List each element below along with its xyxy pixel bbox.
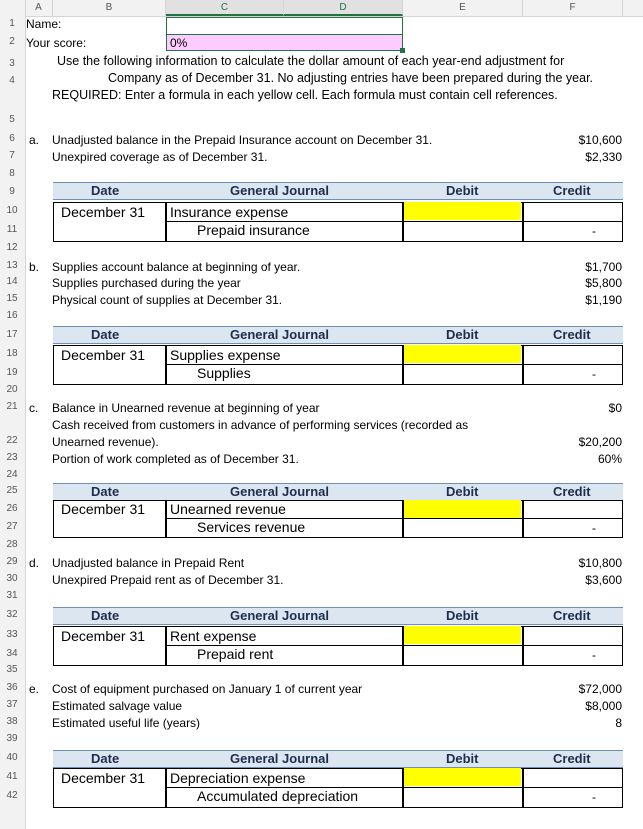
row-header[interactable]: 12	[6, 242, 18, 253]
item-value: $10,800	[578, 556, 622, 570]
date-value: December 31	[61, 770, 146, 786]
item-value: $0	[608, 401, 622, 415]
header-credit: Credit	[553, 608, 591, 623]
instruction-line-1: Use the following information to calculate the dollar amount of each year-end adjustment for	[57, 54, 565, 68]
row-header[interactable]: 22	[6, 435, 18, 446]
column-header-c[interactable]: C	[166, 0, 284, 16]
row-header[interactable]: 17	[6, 329, 18, 340]
row-header[interactable]: 38	[6, 716, 18, 727]
item-label: Supplies purchased during the year	[52, 276, 241, 290]
header-debit: Debit	[446, 484, 479, 499]
debit-account: Depreciation expense	[170, 770, 306, 786]
debit-account: Unearned revenue	[170, 501, 286, 517]
row-header[interactable]: 13	[6, 260, 18, 271]
row-header[interactable]: 35	[6, 664, 18, 675]
header-debit: Debit	[446, 751, 479, 766]
journal-header-band	[53, 326, 623, 344]
row-header[interactable]: 37	[6, 699, 18, 710]
date-value: December 31	[61, 501, 146, 517]
row-header[interactable]: 14	[6, 276, 18, 287]
row-header[interactable]: 34	[6, 648, 18, 659]
item-value: 8	[615, 716, 622, 730]
row-header[interactable]: 16	[6, 310, 18, 321]
journal-header-band	[53, 750, 623, 768]
debit-formula-cell[interactable]	[404, 345, 521, 363]
credit-dash: -	[592, 367, 596, 381]
section-letter: c.	[29, 401, 39, 415]
item-label: Unadjusted balance in the Prepaid Insurance account on December 31.	[52, 133, 433, 147]
row-header[interactable]: 9	[9, 186, 15, 197]
credit-cell[interactable]	[523, 202, 623, 242]
row-header[interactable]: 41	[6, 771, 18, 782]
journal-header-band	[53, 483, 623, 501]
header-general-journal: General Journal	[230, 484, 329, 499]
row-header[interactable]: 31	[6, 590, 18, 601]
item-label: Estimated salvage value	[52, 699, 183, 713]
header-general-journal: General Journal	[230, 183, 329, 198]
header-credit: Credit	[553, 751, 591, 766]
row-header[interactable]: 21	[6, 401, 18, 412]
item-value: $1,700	[585, 260, 622, 274]
row-header[interactable]: 20	[6, 384, 18, 395]
section-letter: b.	[29, 260, 40, 274]
credit-account: Accumulated depreciation	[197, 788, 359, 804]
header-general-journal: General Journal	[230, 751, 329, 766]
row-header[interactable]: 25	[6, 485, 18, 496]
row-header[interactable]: 11	[6, 224, 18, 235]
row-header[interactable]: 39	[6, 733, 18, 744]
row-divider	[523, 518, 623, 519]
journal-header-band	[53, 182, 623, 200]
item-label: Unadjusted balance in Prepaid Rent	[52, 556, 245, 570]
item-label-continued: Unearned revenue).	[52, 435, 159, 449]
credit-cell[interactable]	[523, 500, 623, 538]
item-value: $72,000	[578, 682, 622, 696]
credit-dash: -	[592, 224, 596, 238]
header-general-journal: General Journal	[230, 608, 329, 623]
credit-account: Services revenue	[197, 519, 306, 535]
section-letter: d.	[29, 556, 40, 570]
row-header[interactable]: 27	[6, 521, 18, 532]
item-value: $3,600	[585, 573, 622, 587]
row-header[interactable]: 33	[6, 629, 18, 640]
row-divider	[403, 221, 523, 222]
row-divider	[403, 364, 523, 365]
row-header[interactable]: 15	[6, 293, 18, 304]
header-date: Date	[91, 484, 120, 499]
item-value: $8,000	[585, 699, 622, 713]
row-header[interactable]: 7	[9, 150, 15, 161]
debit-formula-cell[interactable]	[404, 202, 521, 220]
credit-cell[interactable]	[523, 626, 623, 666]
row-header[interactable]: 24	[6, 469, 18, 480]
credit-account: Supplies	[197, 365, 251, 381]
item-value: 60%	[597, 452, 622, 466]
row-divider	[523, 364, 623, 365]
header-debit: Debit	[446, 183, 479, 198]
column-header-a[interactable]: A	[25, 0, 53, 16]
row-header[interactable]: 26	[6, 503, 18, 514]
score-value: 0%	[170, 36, 188, 50]
row-divider	[403, 518, 523, 519]
section-letter: a.	[29, 133, 40, 147]
item-label: Cash received from customers in advance of performing services (recorded as	[52, 418, 469, 432]
header-date: Date	[91, 183, 120, 198]
fill-handle[interactable]	[400, 48, 405, 53]
header-date: Date	[91, 751, 120, 766]
row-header[interactable]: 4	[9, 75, 15, 86]
column-header-b[interactable]: B	[53, 0, 166, 16]
debit-formula-cell[interactable]	[404, 500, 521, 518]
debit-formula-cell[interactable]	[404, 626, 521, 644]
row-header[interactable]: 28	[6, 539, 18, 550]
row-header[interactable]: 40	[6, 752, 18, 763]
header-credit: Credit	[553, 484, 591, 499]
row-header[interactable]: 30	[6, 573, 18, 584]
row-header[interactable]: 42	[6, 790, 18, 801]
column-header-d[interactable]: D	[284, 0, 403, 16]
credit-cell[interactable]	[523, 345, 623, 385]
item-label: Cost of equipment purchased on January 1 of current year	[52, 682, 363, 696]
item-value: $20,200	[578, 435, 622, 449]
debit-account: Insurance expense	[170, 204, 289, 220]
credit-dash: -	[592, 521, 596, 535]
debit-account: Rent expense	[170, 628, 257, 644]
row-header[interactable]: 18	[6, 348, 18, 359]
row-header[interactable]: 8	[9, 168, 15, 179]
header-debit: Debit	[446, 608, 479, 623]
date-value: December 31	[61, 204, 146, 220]
column-header-f[interactable]: F	[523, 0, 623, 16]
debit-formula-cell[interactable]	[404, 768, 521, 786]
header-general-journal: General Journal	[230, 327, 329, 342]
item-label: Unexpired coverage as of December 31.	[52, 150, 268, 164]
item-value: $5,800	[585, 276, 622, 290]
score-label: Your score:	[26, 36, 87, 50]
header-credit: Credit	[553, 327, 591, 342]
section-letter: e.	[29, 682, 40, 696]
item-value: $1,190	[585, 293, 622, 307]
row-divider	[523, 221, 623, 222]
instruction-line-2: Company as of December 31. No adjusting entries have been prepared during the year.	[108, 71, 594, 85]
item-label: Supplies account balance at beginning of year.	[52, 260, 301, 274]
column-header-e[interactable]: E	[403, 0, 523, 16]
header-date: Date	[91, 608, 120, 623]
item-label: Balance in Unearned revenue at beginning of year	[52, 401, 320, 415]
name-input-cell[interactable]	[166, 17, 403, 34]
name-label: Name:	[26, 17, 62, 31]
row-header[interactable]: 10	[6, 205, 18, 216]
credit-cell[interactable]	[523, 768, 623, 808]
item-value: $2,330	[585, 150, 622, 164]
row-header[interactable]: 2	[9, 36, 15, 47]
item-label: Unexpired Prepaid rent as of December 31.	[52, 573, 284, 587]
header-date: Date	[91, 327, 120, 342]
row-divider	[403, 645, 523, 646]
row-divider	[403, 787, 523, 788]
credit-account: Prepaid rent	[197, 646, 274, 662]
row-header[interactable]: 1	[9, 18, 15, 29]
debit-account: Supplies expense	[170, 347, 281, 363]
select-all-corner[interactable]	[0, 0, 26, 16]
row-header[interactable]: 5	[9, 114, 15, 125]
header-credit: Credit	[553, 183, 591, 198]
item-value: $10,600	[578, 133, 622, 147]
row-header[interactable]: 29	[6, 556, 18, 567]
row-header[interactable]: 19	[6, 367, 18, 378]
date-value: December 31	[61, 628, 146, 644]
credit-dash: -	[592, 648, 596, 662]
credit-dash: -	[592, 790, 596, 804]
row-header[interactable]: 32	[6, 609, 18, 620]
header-debit: Debit	[446, 327, 479, 342]
item-label: Physical count of supplies at December 31.	[52, 293, 283, 307]
row-header[interactable]: 6	[9, 133, 15, 144]
row-divider	[523, 787, 623, 788]
score-cell[interactable]	[166, 34, 403, 51]
date-value: December 31	[61, 347, 146, 363]
row-divider	[523, 645, 623, 646]
journal-header-band	[53, 607, 623, 625]
row-header[interactable]: 36	[6, 682, 18, 693]
row-header[interactable]: 3	[9, 58, 15, 69]
item-label: Portion of work completed as of December 31.	[52, 452, 299, 466]
row-header[interactable]: 23	[6, 452, 18, 463]
item-label: Estimated useful life (years)	[52, 716, 201, 730]
credit-account: Prepaid insurance	[197, 222, 310, 238]
column-header-bar	[0, 0, 643, 17]
instruction-line-3: REQUIRED: Enter a formula in each yellow cell. Each formula must contain cell references.	[52, 88, 558, 102]
